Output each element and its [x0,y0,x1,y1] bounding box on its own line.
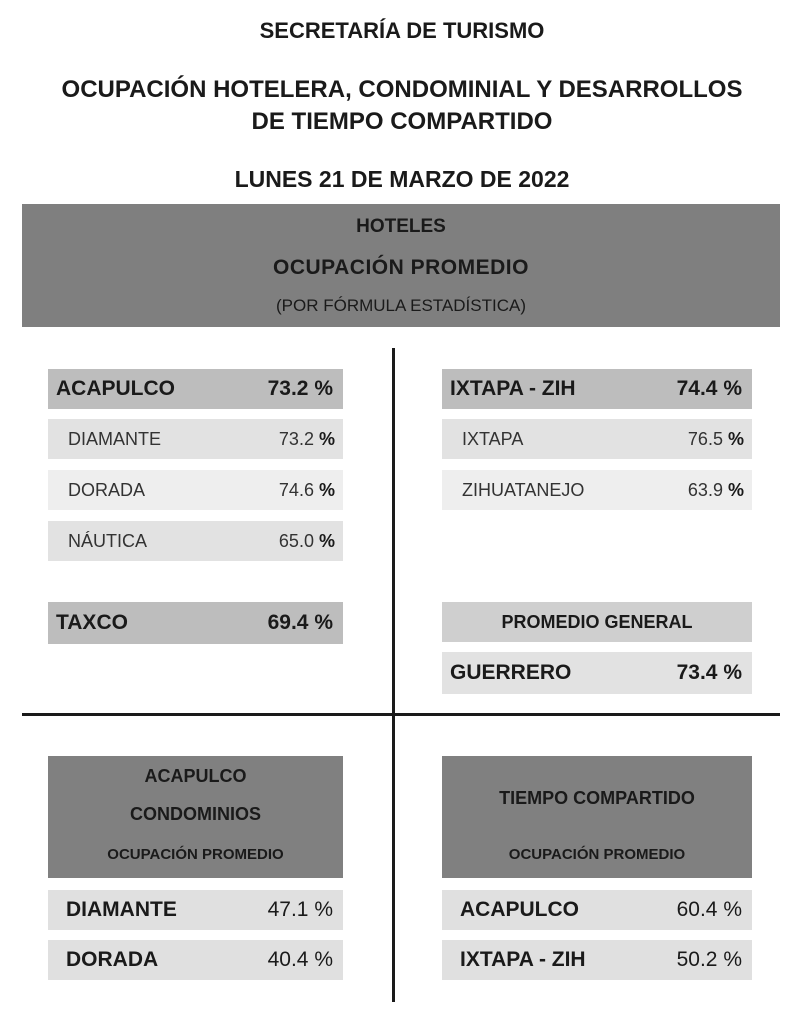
guerrero-label: GUERRERO [450,661,572,684]
condo-value: 47.1 % [267,898,333,921]
zone-value: 74.6 % [278,479,335,500]
banner-hotels: HOTELES [356,216,446,237]
ixtapa-label: IXTAPA - ZIH [450,377,576,400]
condominios-diamante-row [48,890,343,930]
condominios-header [48,756,343,878]
condominios-dorada-row [48,940,343,980]
general-average-label: PROMEDIO GENERAL [501,611,693,632]
condominios-city: ACAPULCO [144,766,247,786]
timeshare-title: TIEMPO COMPARTIDO [499,788,695,808]
horizontal-divider [22,713,780,716]
condo-label: DORADA [66,948,159,971]
timeshare-label: IXTAPA - ZIH [460,948,586,971]
taxco-row [48,602,343,644]
acapulco-nautica-row [48,521,343,561]
condominios-title: CONDOMINIOS [129,804,261,824]
condo-label: DIAMANTE [66,898,177,921]
report-date: LUNES 21 DE MARZO DE 2022 [234,166,570,192]
zone-label: ZIHUATANEJO [462,479,585,500]
condo-value: 40.4 % [267,948,333,971]
banner-average-occupancy: OCUPACIÓN PROMEDIO [273,256,529,279]
taxco-value: 69.4 % [267,611,333,634]
timeshare-header [442,756,752,878]
acapulco-value: 73.2 % [267,377,333,400]
agency-title: SECRETARÍA DE TURISMO [259,18,545,43]
timeshare-subtitle: OCUPACIÓN PROMEDIO [508,846,686,863]
banner-formula: (POR FÓRMULA ESTADÍSTICA) [276,296,526,315]
ixtapa-value: 74.4 % [676,377,742,400]
guerrero-value: 73.4 % [676,661,742,684]
acapulco-dorada-row [48,470,343,510]
acapulco-total-row [48,369,343,409]
zone-value: 65.0 % [278,530,335,551]
hotels-banner [22,204,780,327]
ixtapa-zihuatanejo-row [442,470,752,510]
zone-label: IXTAPA [462,428,524,449]
timeshare-label: ACAPULCO [460,898,579,921]
taxco-label: TAXCO [56,611,128,634]
acapulco-diamante-row [48,419,343,459]
timeshare-ixtapa-row [442,940,752,980]
zone-value: 76.5 % [687,428,744,449]
timeshare-acapulco-row [442,890,752,930]
zone-value: 63.9 % [687,479,744,500]
guerrero-row [442,652,752,694]
zone-label: DIAMANTE [68,428,162,449]
zone-label: DORADA [68,479,146,500]
condominios-subtitle: OCUPACIÓN PROMEDIO [107,846,284,863]
report-title-line1: OCUPACIÓN HOTELERA, CONDOMINIAL Y DESARROLLOS [61,76,743,103]
ixtapa-ixtapa-row [442,419,752,459]
zone-value: 73.2 % [278,428,335,449]
general-average-header [442,602,752,642]
report-title-line2: DE TIEMPO COMPARTIDO [251,108,553,135]
acapulco-label: ACAPULCO [56,377,175,400]
ixtapa-total-row [442,369,752,409]
timeshare-value: 50.2 % [676,948,742,971]
zone-label: NÁUTICA [68,530,148,551]
vertical-divider [392,348,395,1002]
timeshare-value: 60.4 % [676,898,742,921]
